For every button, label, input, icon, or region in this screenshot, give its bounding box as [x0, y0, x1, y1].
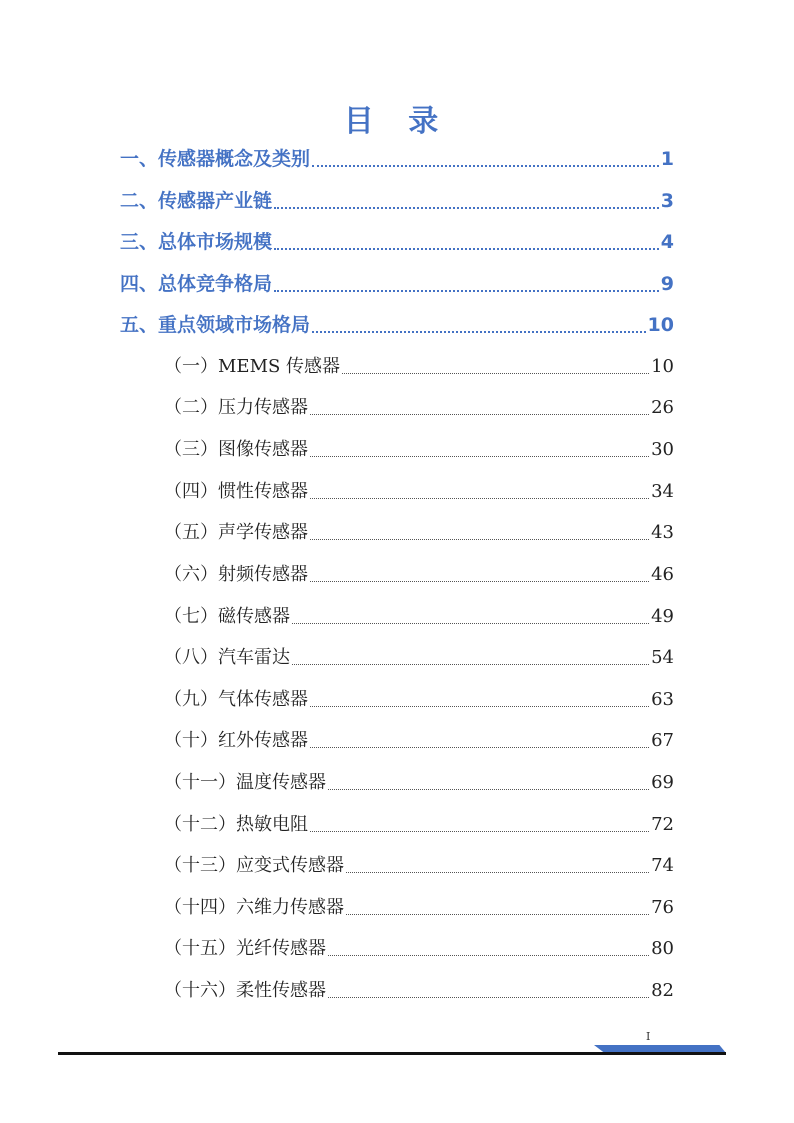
dot-leader [274, 290, 659, 292]
toc-entry-l2[interactable] [164, 475, 674, 509]
toc-entry-page: 63 [651, 689, 674, 710]
toc-entry-label: （一）MEMS 传感器 [164, 356, 341, 377]
toc-entry-label: （九）气体传感器 [164, 689, 308, 710]
toc-entry-l2[interactable] [164, 516, 674, 550]
toc-entry-label: （四）惯性传感器 [164, 481, 308, 502]
toc-entry-label: （十三）应变式传感器 [164, 855, 344, 876]
toc-entry-l2[interactable] [164, 558, 674, 592]
dot-leader [346, 914, 649, 915]
dot-leader [328, 955, 649, 956]
toc-entry-label: （二）压力传感器 [164, 397, 308, 418]
dot-leader [310, 539, 649, 540]
toc-entry-page: 82 [651, 980, 674, 1001]
toc-entry-page: 34 [651, 481, 674, 502]
toc-entry-page: 43 [651, 522, 674, 543]
toc-entry-label: （五）声学传感器 [164, 522, 308, 543]
toc-entry-l1[interactable] [120, 308, 674, 342]
toc-entry-page: 9 [660, 273, 674, 295]
toc-entry-page: 4 [660, 231, 674, 253]
dot-leader [310, 706, 649, 707]
dot-leader [312, 165, 659, 167]
toc-entry-label: （十二）热敏电阻 [164, 814, 308, 835]
dot-leader [328, 789, 649, 790]
toc-entry-page: 54 [651, 647, 674, 668]
dot-leader [312, 331, 646, 333]
dot-leader [310, 456, 649, 457]
toc-entry-label: （十一）温度传感器 [164, 772, 326, 793]
toc-title: 目 录 [343, 104, 451, 139]
toc-entry-l1[interactable] [120, 184, 674, 218]
toc-entry-l2[interactable] [164, 391, 674, 425]
toc-entry-label: （三）图像传感器 [164, 439, 308, 460]
toc-entry-label: （七）磁传感器 [164, 606, 290, 627]
toc-entry-label: （十六）柔性传感器 [164, 980, 326, 1001]
toc-entry-l2[interactable] [164, 932, 674, 966]
toc-entry-l1[interactable] [120, 142, 674, 176]
dot-leader [274, 207, 659, 209]
dot-leader [310, 831, 649, 832]
dot-leader [342, 373, 649, 374]
toc-entry-label: 四、总体竞争格局 [120, 273, 273, 295]
toc-entry-label: （十四）六维力传感器 [164, 897, 344, 918]
toc-entry-l2[interactable] [164, 600, 674, 634]
toc-entry-l2[interactable] [164, 974, 674, 1008]
dot-leader [292, 664, 649, 665]
toc-entry-label: （十五）光纤传感器 [164, 938, 326, 959]
toc-entry-page: 1 [660, 148, 674, 170]
toc-entry-l2[interactable] [164, 808, 674, 842]
dot-leader [310, 414, 649, 415]
toc-entry-page: 30 [651, 439, 674, 460]
toc-entry-l2[interactable] [164, 350, 674, 384]
toc-entry-label: （十）红外传感器 [164, 730, 308, 751]
toc-entry-l2[interactable] [164, 433, 674, 467]
dot-leader [310, 581, 649, 582]
dot-leader [274, 248, 659, 250]
footer-page-number: I [646, 1030, 651, 1043]
toc-entry-page: 10 [647, 314, 674, 336]
toc-entry-l2[interactable] [164, 891, 674, 925]
toc-entry-label: 一、传感器概念及类别 [120, 148, 311, 170]
toc-entry-label: 二、传感器产业链 [120, 190, 273, 212]
dot-leader [328, 997, 649, 998]
toc-entry-l2[interactable] [164, 724, 674, 758]
toc-entry-label: 五、重点领域市场格局 [120, 314, 311, 336]
dot-leader [310, 747, 649, 748]
footer-rule [58, 1052, 726, 1055]
toc-entry-page: 67 [651, 730, 674, 751]
toc-entry-page: 49 [651, 606, 674, 627]
toc-entry-l2[interactable] [164, 849, 674, 883]
toc-entry-page: 10 [651, 356, 674, 377]
toc-entry-page: 72 [651, 814, 674, 835]
toc-entry-page: 76 [651, 897, 674, 918]
dot-leader [310, 498, 649, 499]
toc-entry-label: 三、总体市场规模 [120, 231, 273, 253]
toc-entry-label: （六）射频传感器 [164, 564, 308, 585]
toc-entry-page: 80 [651, 938, 674, 959]
toc-entry-l2[interactable] [164, 641, 674, 675]
toc-entry-page: 74 [651, 855, 674, 876]
toc-entry-page: 3 [660, 190, 674, 212]
toc-entry-l2[interactable] [164, 766, 674, 800]
toc-entry-label: （八）汽车雷达 [164, 647, 290, 668]
toc-entry-l1[interactable] [120, 267, 674, 301]
toc-entry-page: 26 [651, 397, 674, 418]
toc-entry-page: 69 [651, 772, 674, 793]
toc-entry-l1[interactable] [120, 225, 674, 259]
toc-entry-l2[interactable] [164, 683, 674, 717]
dot-leader [292, 623, 649, 624]
dot-leader [346, 872, 649, 873]
toc-entry-page: 46 [651, 564, 674, 585]
